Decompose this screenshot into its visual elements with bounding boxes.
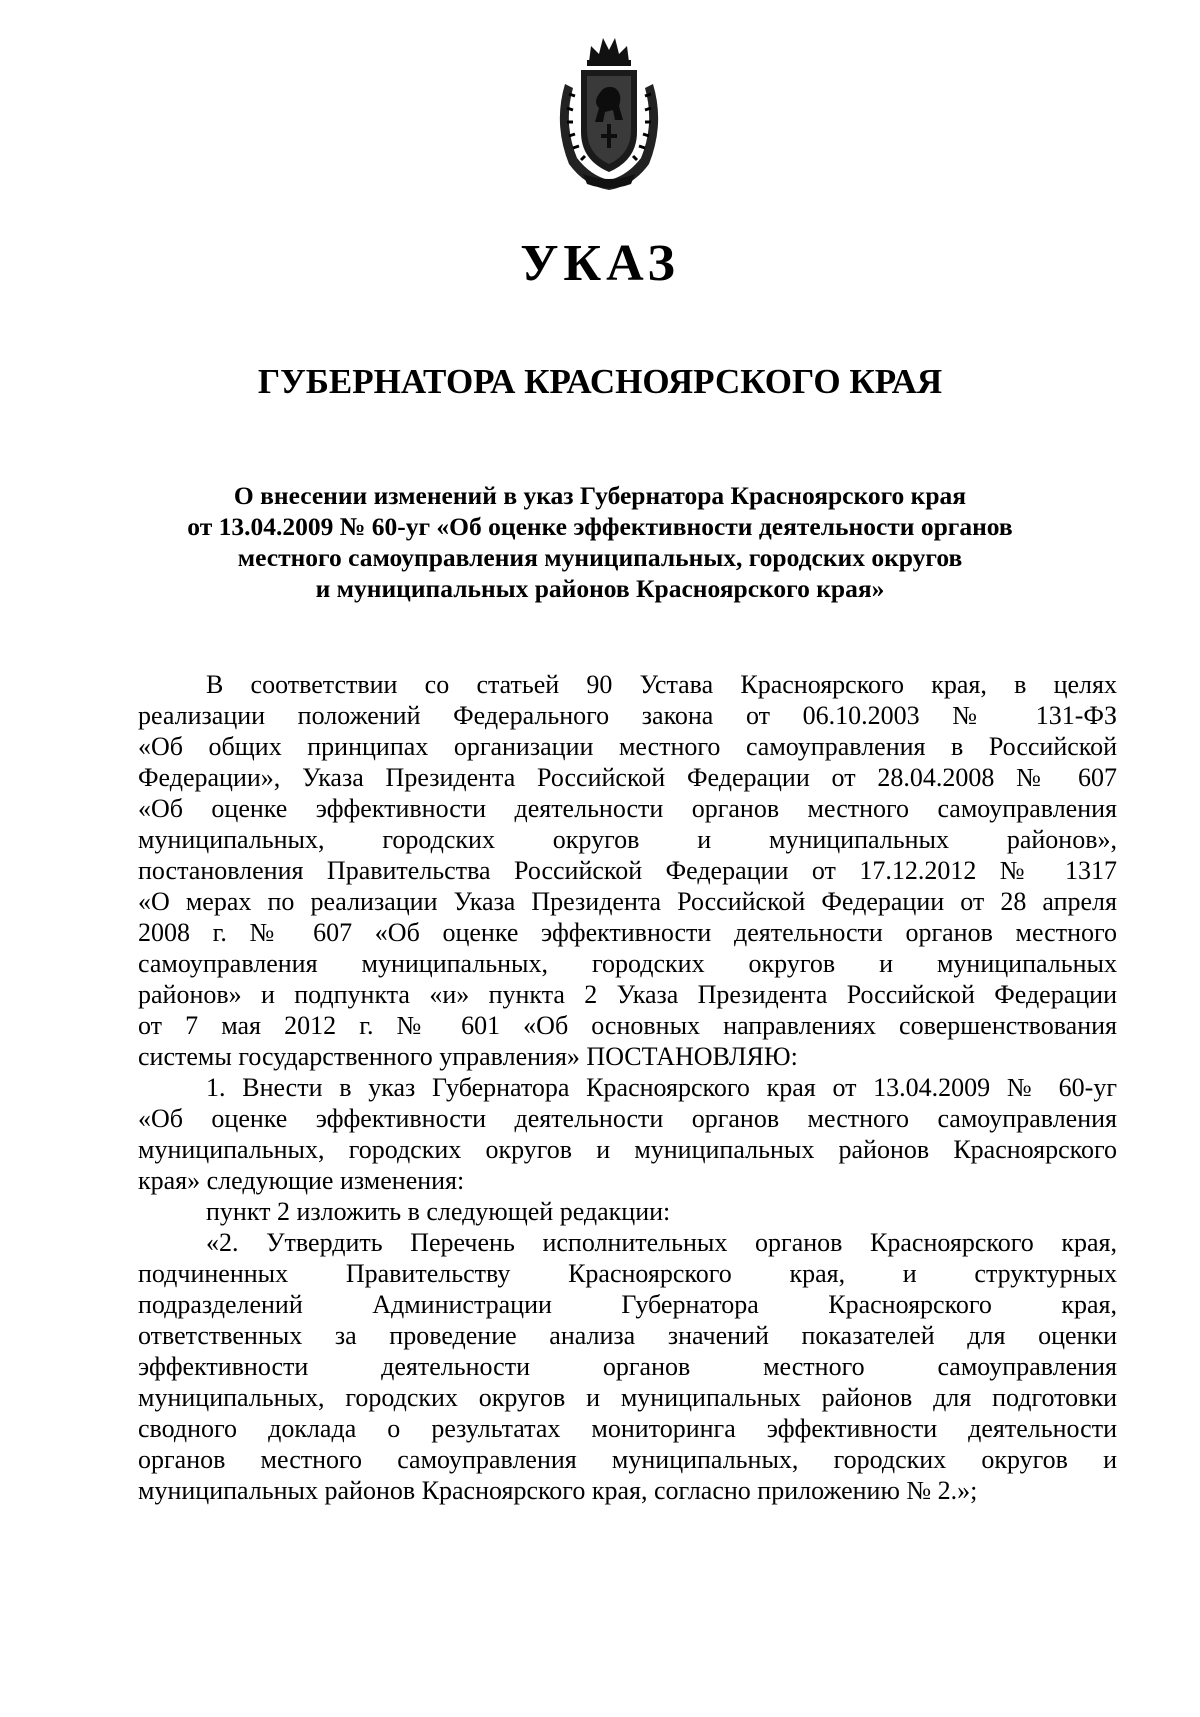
- text-line: муниципальных, городских округов и муниципальных районов для подготовки: [138, 1383, 1117, 1412]
- text-line: сводного доклада о результатах мониторинга эффективности деятельности: [138, 1414, 1117, 1443]
- amendment-intro-paragraph: [138, 1196, 1117, 1227]
- document-subtitle: ГУБЕРНАТОРА КРАСНОЯРСКОГО КРАЯ: [257, 362, 943, 401]
- heading-line: местного самоуправления муниципальных, городских округов: [237, 543, 963, 572]
- text-line: 2008 г. № 607 «Об оценке эффективности деятельности органов местного: [138, 918, 1117, 947]
- text-line: Федерации», Указа Президента Российской Федерации от 28.04.2008 № 607: [138, 763, 1117, 792]
- amendment-text-paragraph: [138, 1227, 1117, 1506]
- text-line: «Об оценке эффективности деятельности органов местного самоуправления: [138, 1104, 1117, 1133]
- heading-line: и муниципальных районов Красноярского края»: [315, 574, 885, 603]
- coat-of-arms-icon: [545, 24, 673, 194]
- text-line: «Об общих принципах организации местного самоуправления в Российской: [138, 732, 1117, 761]
- text-line: «О мерах по реализации Указа Президента Российской Федерации от 28 апреля: [138, 887, 1117, 916]
- text-line: муниципальных, городских округов и муниципальных районов»,: [138, 825, 1117, 854]
- text-line: пункт 2 изложить в следующей редакции:: [206, 1197, 671, 1226]
- preamble-paragraph: [138, 669, 1117, 1072]
- text-line: постановления Правительства Российской Федерации от 17.12.2012 № 1317: [138, 856, 1117, 885]
- text-line: подразделений Администрации Губернатора Красноярского края,: [138, 1290, 1117, 1319]
- text-line: от 7 мая 2012 г. № 601 «Об основных направлениях совершенствования: [138, 1011, 1117, 1040]
- heading-line: О внесении изменений в указ Губернатора Красноярского края: [233, 481, 967, 510]
- text-line: системы государственного управления» ПОСТАНОВЛЯЮ:: [138, 1042, 798, 1071]
- text-line: реализации положений Федерального закона от 06.10.2003 № 131-ФЗ: [138, 701, 1117, 730]
- text-line: «2. Утвердить Перечень исполнительных органов Красноярского края,: [206, 1228, 1117, 1257]
- text-line: муниципальных районов Красноярского края, согласно приложению № 2.»;: [138, 1476, 978, 1505]
- decree-body: [138, 669, 1117, 1506]
- text-line: подчиненных Правительству Красноярского края, и структурных: [138, 1259, 1117, 1288]
- text-line: районов» и подпункта «и» пункта 2 Указа Президента Российской Федерации: [138, 980, 1117, 1009]
- text-line: ответственных за проведение анализа значений показателей для оценки: [138, 1321, 1117, 1350]
- item-1-paragraph: [138, 1072, 1117, 1196]
- text-line: эффективности деятельности органов местного самоуправления: [138, 1352, 1117, 1381]
- document-title: УКАЗ: [520, 235, 680, 292]
- text-line: В соответствии со статьей 90 Устава Красноярского края, в целях: [206, 670, 1117, 699]
- text-line: органов местного самоуправления муниципальных, городских округов и: [138, 1445, 1117, 1474]
- text-line: самоуправления муниципальных, городских округов и муниципальных: [138, 949, 1117, 978]
- heading-line: от 13.04.2009 № 60-уг «Об оценке эффективности деятельности органов: [187, 512, 1013, 541]
- text-line: края» следующие изменения:: [138, 1166, 465, 1195]
- text-line: муниципальных, городских округов и муниципальных районов Красноярского: [138, 1135, 1117, 1164]
- text-line: 1. Внести в указ Губернатора Красноярского края от 13.04.2009 № 60-уг: [206, 1073, 1117, 1102]
- decree-heading: [130, 480, 1070, 604]
- text-line: «Об оценке эффективности деятельности органов местного самоуправления: [138, 794, 1117, 823]
